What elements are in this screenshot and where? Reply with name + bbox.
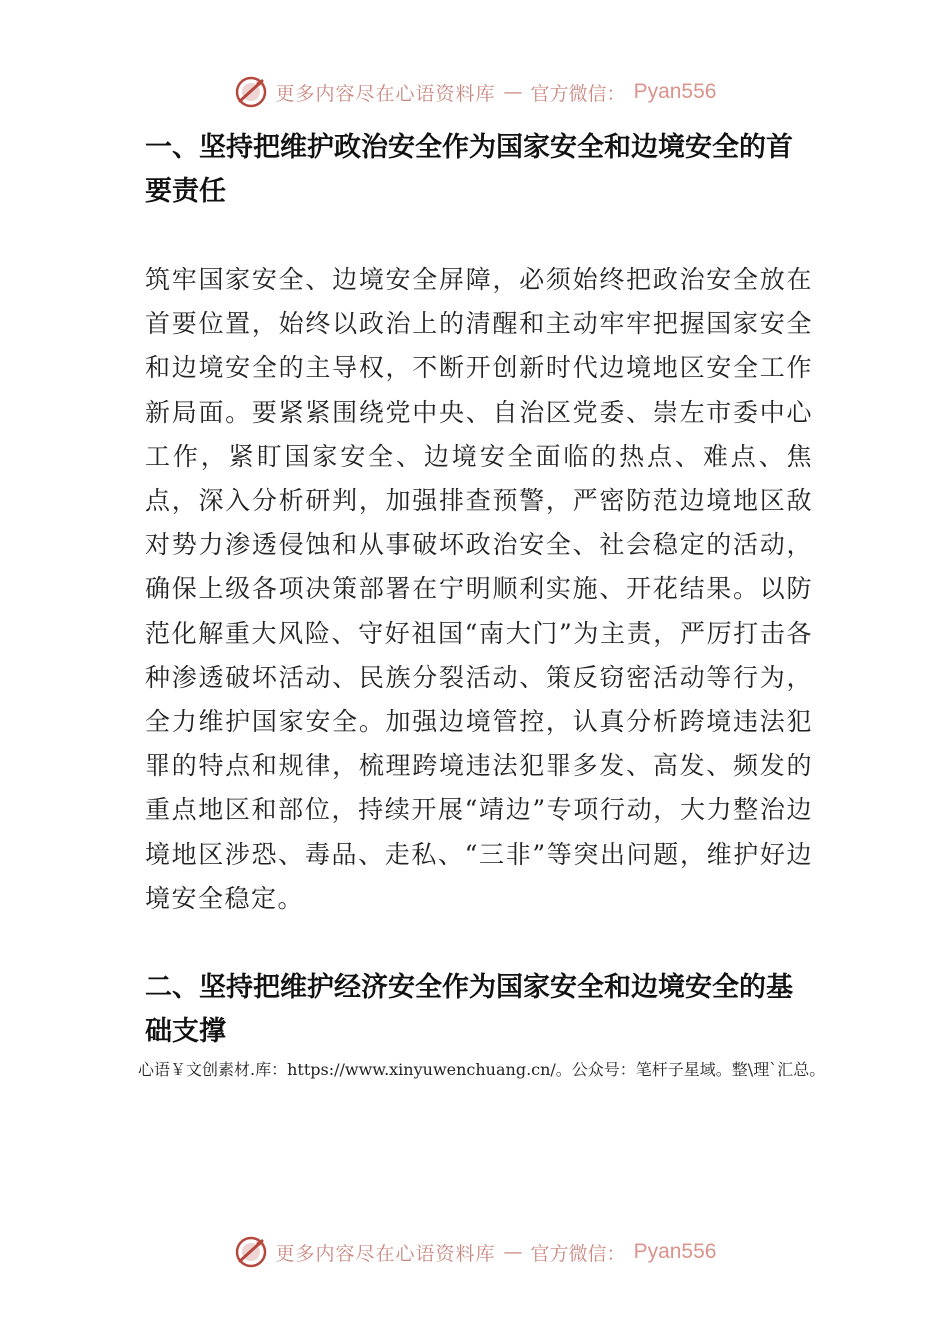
watermark-wechat-label: 官方微信： (530, 1242, 626, 1265)
watermark-text: 更多内容尽在心语资料库 (275, 1242, 496, 1265)
footer-watermark (0, 1232, 950, 1272)
brand-logo-icon (234, 1235, 268, 1269)
brand-logo-icon (234, 75, 268, 109)
source-footnote: 心语￥文创素材.库：https://www.xinyuwenchuang.cn/。公众号：笔杆子星域。整\理`汇总。 (138, 1060, 826, 1079)
watermark-wechat-label: 官方微信： (530, 82, 626, 105)
watermark-separator: — (503, 1241, 523, 1263)
section-2-heading: 二、坚持把维护经济安全作为国家安全和边境安全的基础支撑 (145, 972, 793, 1047)
section-1-body: 筑牢国家安全、边境安全屏障，必须始终把政治安全放在首要位置，始终以政治上的清醒和主动牢牢把握国家安全和边境安全的主导权，不断开创新时代边境地区安全工作新局面。要紧紧围绕党中央、自治区党委、崇左市委中心工作，紧盯国家安全、边境安全面临的热点、难点、焦点，深入分析研判，加强排查预警，严密防范边境地区敌对势力渗透侵蚀和从事破坏政治安全、社会稳定的活动，确保上级各项决策部署在宁明顺利实施、开花结果。以防范化解重大风险、守好祖国“南大门”为主责，严厉打击各种渗透破坏活动、民族分裂活动、策反窃密活动等行为，全力维护国家安全。加强边境管控，认真分析跨境违法犯罪的特点和规律，梳理跨境违法犯罪多发、高发、频发的重点地区和部位，持续开展“靖边”专项行动，大力整治边境地区涉恐、毒品、走私、“三非”等突出问题，维护好边境安全稳定。 (145, 265, 813, 913)
watermark-separator: — (503, 81, 523, 103)
watermark-text: 更多内容尽在心语资料库 (275, 82, 496, 105)
header-watermark (0, 72, 950, 112)
watermark-wechat-id: Pyan556 (633, 80, 717, 103)
watermark-wechat-id: Pyan556 (633, 1240, 717, 1263)
section-1-heading: 一、坚持把维护政治安全作为国家安全和边境安全的首要责任 (145, 132, 793, 207)
